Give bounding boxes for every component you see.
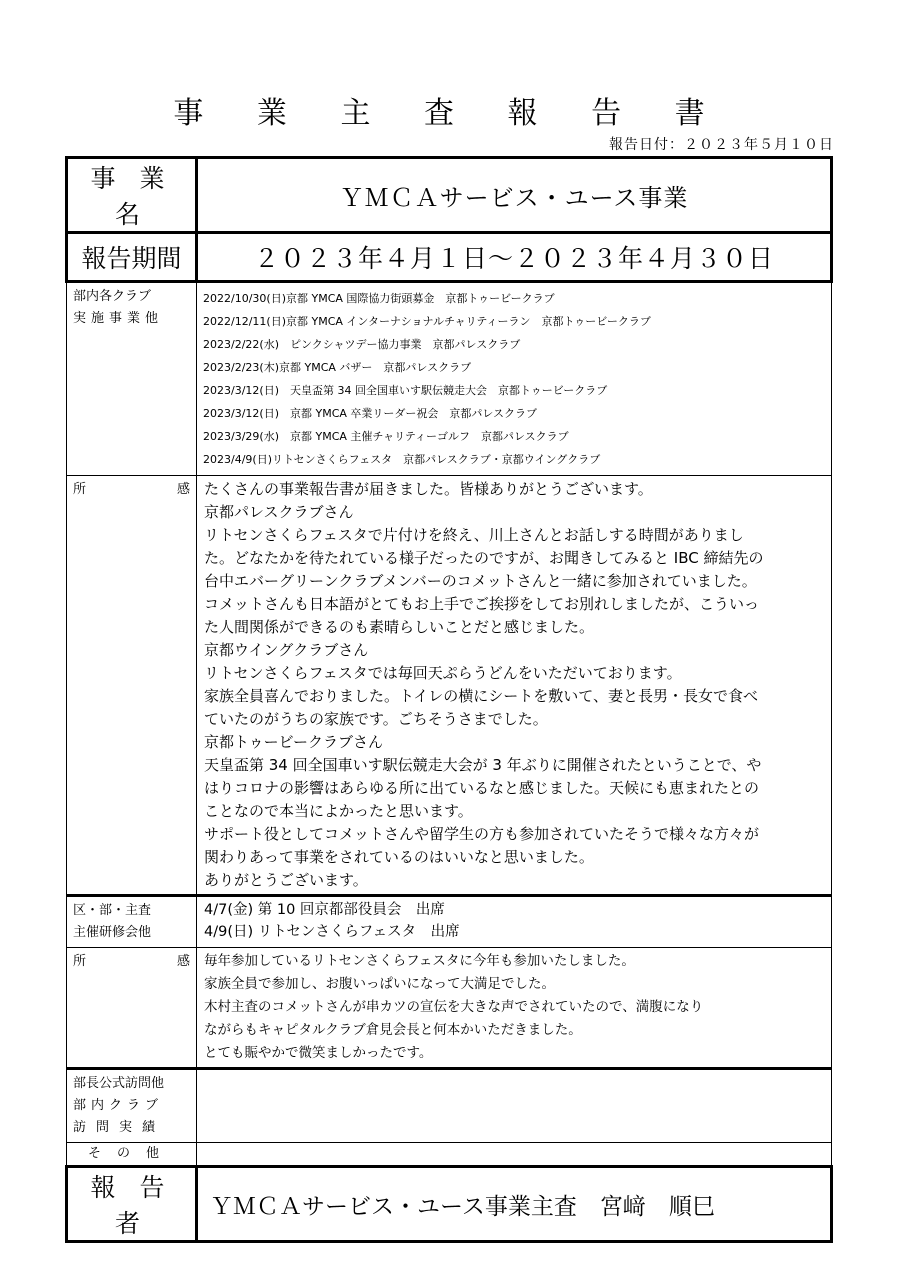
impressions2-text — [197, 948, 832, 1069]
meetings-label-line1: 区・部・主査 — [73, 903, 152, 918]
text-line: コメットさんも日本語がとてもお上手でご挨拶をしてお別れしましたが、こういっ — [204, 595, 760, 613]
impressions1-label — [67, 476, 197, 896]
meetings-row — [67, 896, 832, 948]
list-item: 2022/12/11(日)京都 YMCA インターナショナルチャリティーラン 京都トゥービークラブ — [203, 315, 651, 328]
project-row — [67, 158, 832, 233]
impressions2-label-b: 感 — [176, 954, 190, 969]
text-line: リトセンさくらフェスタで片付けを終え、川上さんとお話しする時間がありまし — [204, 526, 744, 544]
text-line: たくさんの事業報告書が届きました。皆様ありがとうございます。 — [204, 480, 653, 498]
text-line: た人間関係ができるのも素晴らしいことだと感じました。 — [204, 618, 595, 636]
text-line: ていたのがうちの家族です。ごちそうさまでした。 — [204, 710, 548, 728]
text-line: リトセンさくらフェスタでは毎回天ぷらうどんをいただいております。 — [204, 664, 682, 682]
visits-value — [197, 1069, 832, 1143]
text-line: とても賑やかで微笑ましかったです。 — [204, 1045, 433, 1061]
list-item: 4/7(金) 第 10 回京都部役員会 出席 — [204, 902, 445, 918]
text-line: ことなので本当によかったと思います。 — [204, 802, 473, 820]
club-events-label — [67, 282, 197, 476]
other-value — [197, 1143, 832, 1167]
text-line: 関わりあって事業をされているのはいいなと思いました。 — [204, 848, 594, 866]
reporter-row — [67, 1167, 832, 1242]
list-item: 2023/2/22(水) ピンクシャツデー協力事業 京都パレスクラブ — [203, 338, 521, 351]
text-line: 天皇盃第 34 回全国車いす駅伝競走大会が 3 年ぶりに開催されたということで、や — [204, 756, 762, 774]
club-events-list — [197, 282, 832, 476]
reporter-value: ＹＭＣＡサービス・ユース事業主査 宮﨑 順巳 — [197, 1167, 832, 1242]
text-line: 京都パレスクラブさん — [204, 503, 354, 521]
text-line: 家族全員喜んでおりました。トイレの横にシートを敷いて、妻と長男・長女で食べ — [204, 687, 758, 705]
visits-label-line3: 訪問実績 — [73, 1120, 166, 1135]
impressions2-label — [67, 948, 197, 1069]
impressions1-label-b: 感 — [176, 482, 190, 497]
text-line: 木村主査のコメットさんが串カツの宣伝を大きな声でされていたので、満腹になり — [204, 999, 704, 1015]
impressions1-row — [67, 476, 832, 896]
text-line: 家族全員で参加し、お腹いっぱいになって大満足でした。 — [204, 976, 555, 992]
list-item: 4/9(日) リトセンさくらフェスタ 出席 — [204, 924, 460, 940]
club-events-row — [67, 282, 832, 476]
text-line: 京都ウイングクラブさん — [204, 641, 369, 659]
list-item: 2023/2/23(木)京都 YMCA バザー 京都パレスクラブ — [203, 361, 472, 374]
other-label: その他 — [67, 1143, 197, 1167]
visits-label-line1: 部長公式訪問他 — [73, 1076, 165, 1091]
visits-row — [67, 1069, 832, 1143]
text-line: 毎年参加しているリトセンさくらフェスタに今年も参加いたしました。 — [204, 953, 635, 969]
document-title: 事 業 主 査 報 告 書 — [173, 96, 727, 131]
text-line: はりコロナの影響はあらゆる所に出ているなと感じました。天候にも恵まれたとの — [204, 779, 760, 797]
other-row — [67, 1143, 832, 1167]
text-line: た。どなたかを待たれている様子だったのですが、お聞きしてみると IBC 締結先の — [204, 549, 764, 567]
club-events-label-line1: 部内各クラブ — [73, 289, 152, 304]
text-line: ありがとうございます。 — [204, 871, 368, 889]
meetings-list — [197, 896, 832, 948]
report-table — [65, 156, 833, 1243]
visits-label-line2: 部内クラブ — [73, 1098, 164, 1113]
impressions1-label-a: 所 — [73, 482, 87, 497]
list-item: 2023/4/9(日)リトセンさくらフェスタ 京都パレスクラブ・京都ウイングクラブ — [203, 453, 601, 466]
impressions2-label-a: 所 — [73, 954, 87, 969]
club-events-label-line2: 実施事業他 — [73, 311, 164, 326]
list-item: 2023/3/29(水) 京都 YMCA 主催チャリティーゴルフ 京都パレスクラブ — [203, 430, 569, 443]
meetings-label-line2: 主催研修会他 — [73, 925, 152, 940]
project-label: 事 業 名 — [67, 158, 197, 233]
list-item: 2023/3/12(日) 京都 YMCA 卒業リーダー祝会 京都パレスクラブ — [203, 407, 538, 420]
list-item: 2023/3/12(日) 天皇盃第 34 回全国車いす駅伝競走大会 京都トゥービークラブ — [203, 384, 608, 397]
project-value: ＹＭＣＡサービス・ユース事業 — [197, 158, 832, 233]
text-line: ながらもキャピタルクラブ倉見会長と何本かいただきました。 — [204, 1022, 582, 1038]
reporter-label: 報 告 者 — [67, 1167, 197, 1242]
period-label: 報告期間 — [67, 233, 197, 282]
visits-label — [67, 1069, 197, 1143]
list-item: 2022/10/30(日)京都 YMCA 国際協力街頭募金 京都トゥービークラブ — [203, 292, 555, 305]
period-row — [67, 233, 832, 282]
impressions1-text — [197, 476, 832, 896]
text-line: 台中エバーグリーンクラブメンバーのコメットさんと一緒に参加されていました。 — [204, 572, 757, 590]
period-value: ２０２３年４月１日～２０２３年４月３０日 — [197, 233, 832, 282]
meetings-label — [67, 896, 197, 948]
report-date: 報告日付：２０２３年５月１０日 — [609, 137, 834, 153]
text-line: 京都トゥービークラブさん — [204, 733, 384, 751]
impressions2-row — [67, 948, 832, 1069]
text-line: サポート役としてコメットさんや留学生の方も参加されていたそうで様々な方々が — [204, 825, 760, 843]
